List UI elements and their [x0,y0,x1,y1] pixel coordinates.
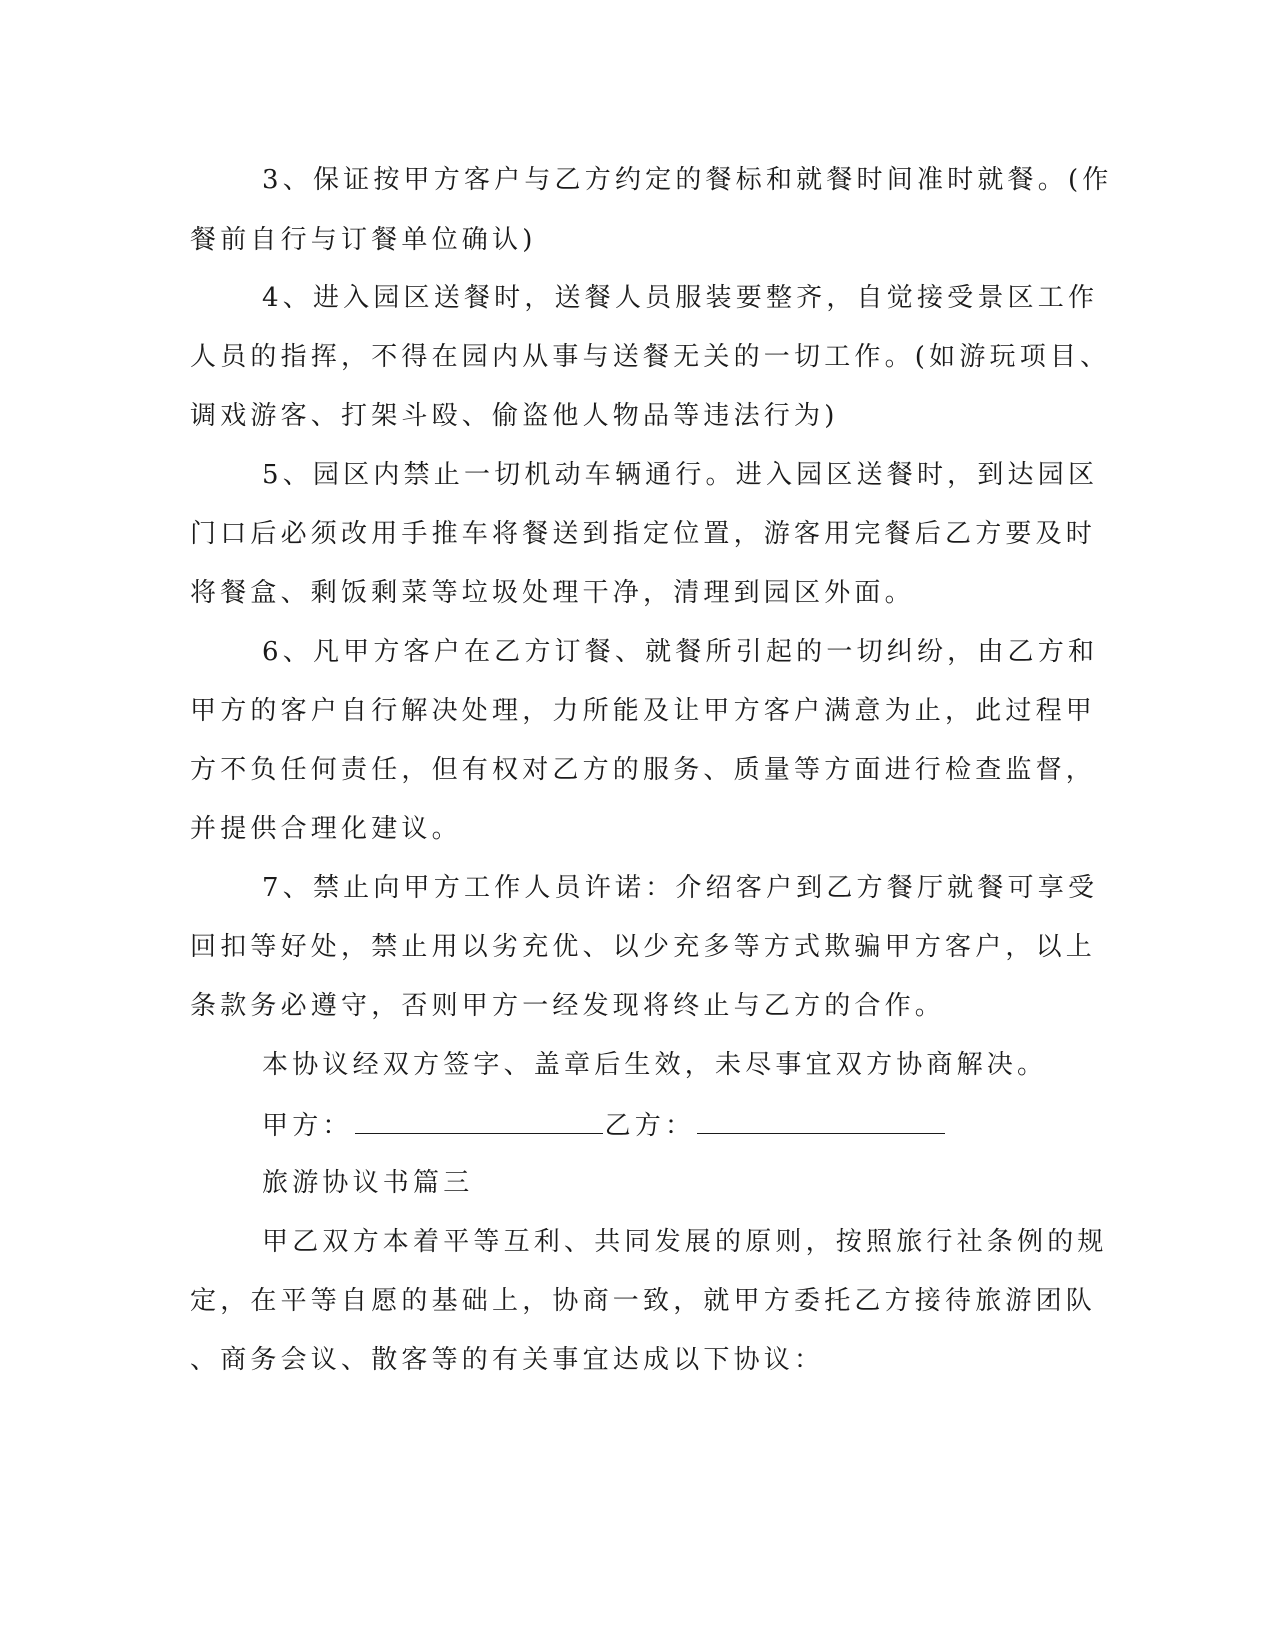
clause-4-line-2: 人员的指挥，不得在园内从事与送餐无关的一切工作。(如游玩项目、 [190,342,1111,372]
clause-6-line-3: 方不负任何责任，但有权对乙方的服务、质量等方面进行检查监督， [190,755,1097,785]
party-b-label: 乙方： [604,1111,696,1141]
signature-line [262,1107,947,1143]
clause-3-line-2: 餐前自行与订餐单位确认) [190,225,537,255]
clause-7-line-3: 条款务必遵守，否则甲方一经发现将终止与乙方的合作。 [190,991,946,1021]
intro-line-3: 、商务会议、散客等的有关事宜达成以下协议： [190,1345,825,1375]
section-title: 旅游协议书篇三 [262,1168,474,1198]
party-b-signature-blank [697,1107,945,1134]
clause-7-line-1: 7、禁止向甲方工作人员许诺：介绍客户到乙方餐厅就餐可享受 [262,873,1099,903]
intro-line-1: 甲乙双方本着平等互利、共同发展的原则，按照旅行社条例的规 [262,1227,1108,1257]
clause-3-line-1: 3、保证按甲方客户与乙方约定的餐标和就餐时间准时就餐。(作 [262,165,1113,195]
clause-7-line-2: 回扣等好处，禁止用以劣充优、以少充多等方式欺骗甲方客户，以上 [190,932,1097,962]
intro-line-2: 定，在平等自愿的基础上，协商一致，就甲方委托乙方接待旅游团队 [190,1286,1097,1316]
clause-5-line-3: 将餐盒、剩饭剩菜等垃圾处理干净，清理到园区外面。 [190,578,915,608]
clause-6-line-2: 甲方的客户自行解决处理，力所能及让甲方客户满意为止，此过程甲 [190,696,1097,726]
clause-6-line-1: 6、凡甲方客户在乙方订餐、就餐所引起的一切纠纷，由乙方和 [262,637,1099,667]
clause-4-line-1: 4、进入园区送餐时，送餐人员服装要整齐，自觉接受景区工作 [262,283,1099,313]
party-a-signature-blank [355,1107,603,1134]
clause-6-line-4: 并提供合理化建议。 [190,814,462,844]
clause-5-line-2: 门口后必须改用手推车将餐送到指定位置，游客用完餐后乙方要及时 [190,519,1097,549]
agreement-effective-line: 本协议经双方签字、盖章后生效，未尽事宜双方协商解决。 [262,1050,1048,1080]
clause-4-line-3: 调戏游客、打架斗殴、偷盗他人物品等违法行为) [190,401,839,431]
party-a-label: 甲方： [262,1111,353,1141]
clause-5-line-1: 5、园区内禁止一切机动车辆通行。进入园区送餐时，到达园区 [262,460,1099,490]
